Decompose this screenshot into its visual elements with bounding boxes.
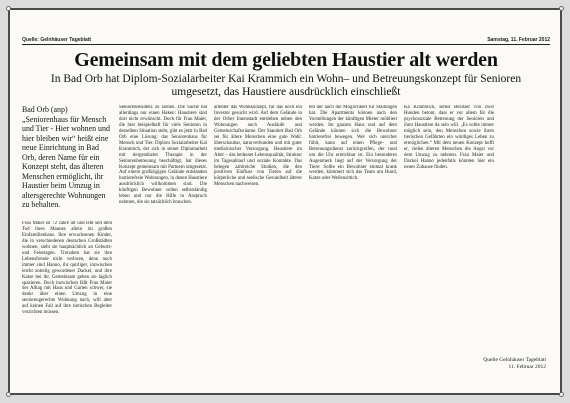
source-note-line-1: Quelle Gelnhäuser Tageblatt (483, 357, 546, 363)
header-source: Quelle: Gelnhäuser Tageblatt (22, 37, 92, 43)
article-subtitle (22, 73, 550, 99)
article-title: Gemeinsam mit dem geliebten Haustier alt werden (74, 49, 498, 71)
column-5-text: Ka Krammich, selbst Besitzer von zwei Hunden betont, dass er vor allem für die psychosoziale Betreuung der Senioren und ihrer Haustiere da sein will. „Es sollte immer möglich sein, den Menschen sowie ihren tierischen Gefährten ein würdiges Leben zu ermöglichen.“ Mit dem neuen Konzept hofft er, vielen älteren Menschen die Angst vor dem Umzug zu nehmen. Frau Maier und Dackel Hanno jedenfalls könnten hier ein neues Zuhause finden. (404, 105, 494, 170)
corner-ornament-bottom-right (559, 392, 564, 397)
source-note-line-2: 11. Februar 2012 (508, 364, 546, 370)
column-4-text: ten der auch die Möglichkeit für Stallungen hat. Die Apartments können nach den Vorstellungen der künftigen Mieter möbliert werden. Im ganzen Haus und auf dem Gelände können sich die Bewohner barrierefrei bewegen. Wer sich unsicher fühlt, kann auf einen Pflege- und Betreuungsdienst zurückgreifen, der rund um die Uhr erreichbar ist. Ein besonderes Augenmerk liegt auf der Versorgung der Tiere: Sollte ein Bewohner einmal krank werden, kümmert sich das Team um Hund, Katze oder Wellensittich. (309, 105, 397, 182)
article-column-5 (404, 105, 494, 353)
article-column-2 (119, 105, 207, 353)
article-frame (8, 8, 562, 395)
column-2-text: Seniorenresidenz zu ziehen. Die Sache hat allerdings nur einen Haken: Haustiere sind dort nicht erwünscht. Doch für Frau Maier, die hier beispielhaft für viele Senioren in derselben Situation steht, gibt es jetzt in Bad Orb eine Lösung: das Seniorenhaus für Mensch und Tier. Diplom Sozialarbeiter Kai Krammich, der sich in seiner Diplomarbeit mit tiergestützter Therapie in der Seniorenbetreuung beschäftigt, hat dieses Konzept gemeinsam mit Partnern umgesetzt. Auf einem großzügigen Gelände entstanden barrierefreie Wohnungen, in denen Haustiere ausdrücklich willkommen sind. Die künftigen Bewohner sollen selbstständig leben und nur die Hilfe in Anspruch nehmen, die sie tatsächlich brauchen. (119, 105, 207, 206)
article-column-1 (22, 221, 112, 371)
corner-ornament-top-left (6, 6, 11, 11)
corner-ornament-top-right (559, 6, 564, 11)
column-3-text: arbeiter das Wohnkonzept, für das noch ein Investor gesucht wird. Auf dem Gelände in der Orber Innenstadt entstehen neben den Wohnungen auch Ausläufe und Gemeinschaftsräume. Der Standort Bad Orb sei für ältere Menschen eine gute Wahl: überschaubar, naturverbunden und mit guter medizinischer Versorgung. Haustiere im Alter – das bedeutet Lebensqualität, Struktur im Tagesablauf und soziale Kontakte. Das belegen zahlreiche Studien, die den positiven Einfluss von Tieren auf die körperliche und seelische Gesundheit älterer Menschen nachweisen. (214, 105, 302, 188)
article-body (22, 105, 550, 391)
column-1-text: Frau Maier ist 72 Jahre alt und lebt seit dem Tod ihres Mannes allein im großen Einfamilienhaus. Ihre erwachsenen Kinder, die in verschiedenen deutschen Großstädten wohnen, sieht sie hauptsächlich an Geburts- und Feiertagen. Trotzdem hat sie ihre Lebensfreude nicht verloren, denn noch immer sind Hanno, ihr quirliger, inzwischen leicht zottelig gewordener Dackel, und ihre Katze bei ihr. Gemeinsam gehen sie täglich spazieren. Doch inzwischen fällt Frau Maier der Alltag mit Haus und Garten schwer, sie denkt über einen Umzug in eine seniorengerechte Wohnung nach, will aber auf keinen Fall auf ihre tierischen Begleiter verzichten müssen. (22, 221, 112, 316)
article-lead: Bad Orb (anp) „Seniorenhaus für Mensch und Tier - Hier wohnen und hier bleiben wir“ heißt eine neue Einrichtung in Bad Orb, deren Name für ein Konzept steht, das älteren Menschen ermöglicht, ihr Haustier beim Umzug in altersgerechte Wohnungen zu behalten. (22, 105, 110, 209)
newspaper-header (22, 37, 550, 45)
source-note (483, 357, 546, 371)
article-column-4 (309, 105, 397, 353)
article-column-3 (214, 105, 302, 353)
header-date: Samstag, 11. Februar 2012 (487, 37, 550, 43)
subtitle-line-1: In Bad Orb hat Diplom-Sozialarbeiter Kai Krammich ein Wohn– und Betreuungskonzept für Senioren (50, 73, 522, 85)
subtitle-line-2: umgesetzt, das Haustiere ausdrücklich einschließt (171, 86, 401, 98)
corner-ornament-bottom-left (6, 392, 11, 397)
